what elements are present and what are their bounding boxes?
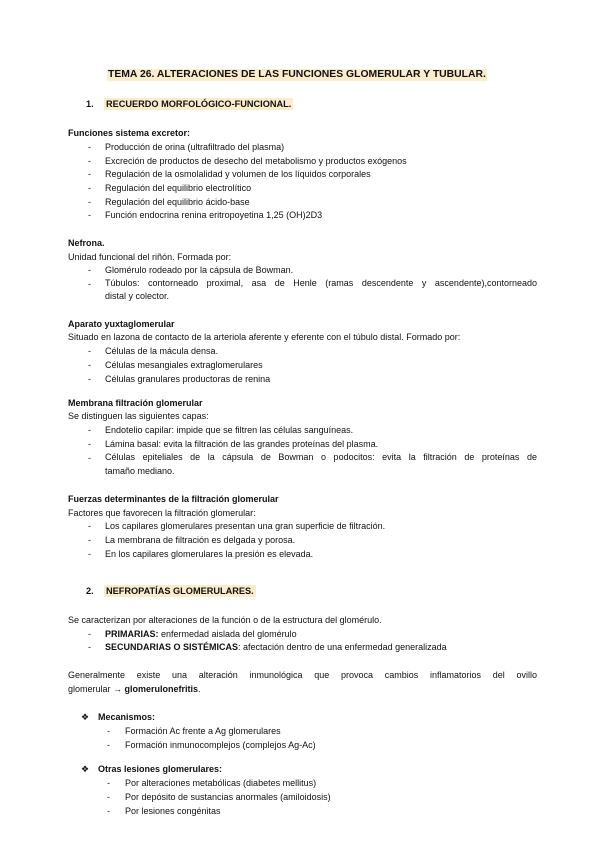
list-item: Endotelio capilar: impide que se filtren las células sanguíneas. (105, 425, 354, 435)
list-item: Células epiteliales de la cápsula de Bowman o podocitos: evita la filtración de proteínas de (105, 452, 537, 462)
page-title: TEMA 26. ALTERACIONES DE LAS FUNCIONES GLOMERULAR Y TUBULAR. (108, 69, 486, 80)
section-2-title: NEFROPATÍAS GLOMERULARES. (106, 586, 254, 596)
primarias-text: enfermedad aislada del glomérulo (158, 629, 297, 639)
list-item: Los capilares glomerulares presentan una gran superficie de filtración. (105, 521, 386, 531)
fuerzas-intro: Factores que favorecen la filtración glomerular: (68, 508, 256, 518)
dash-glyph: - (88, 629, 91, 639)
section-2-number: 2. (86, 586, 94, 596)
list-item: En los capilares glomerulares la presión es elevada. (105, 549, 314, 559)
list-item: Excreción de productos de desecho del metabolismo y productos exógenos (105, 156, 407, 166)
list-item: La membrana de filtración es delgada y porosa. (105, 535, 296, 545)
primarias-label: PRIMARIAS: (105, 629, 159, 639)
dash-glyph: - (88, 183, 91, 193)
glomerulonefritis-paragraph-line-1: Generalmente existe una alteración inmunológica que provoca cambios inflamatorios del ovillo (68, 670, 537, 680)
dash-glyph: - (107, 806, 110, 816)
dash-glyph: - (88, 521, 91, 531)
section-1-title: RECUERDO MORFOLÓGICO-FUNCIONAL. (106, 99, 292, 109)
list-item: Túbulos: contorneado proximal, asa de Henle (ramas descendente y ascendente),contorneado (105, 278, 537, 288)
secundarias-label: SECUNDARIAS O SISTÉMICAS (105, 642, 239, 652)
dash-glyph: - (88, 169, 91, 179)
dash-glyph: - (88, 197, 91, 207)
dash-glyph: - (88, 279, 91, 289)
dash-glyph: - (107, 792, 110, 802)
nefrona-heading: Nefrona. (68, 238, 105, 248)
dash-glyph: - (88, 265, 91, 275)
fuerzas-heading: Fuerzas determinantes de la filtración glomerular (68, 494, 279, 504)
diamond-bullet-icon: ❖ (81, 712, 90, 722)
dash-glyph: - (88, 346, 91, 356)
secundarias-text: : afectación dentro de una enfermedad generalizada (238, 642, 447, 652)
secundarias-line (105, 641, 447, 653)
list-item: Producción de orina (ultrafiltrado del plasma) (105, 142, 285, 152)
list-item: Por depósito de sustancias anormales (amiloidosis) (125, 792, 331, 802)
list-item: Glomérulo rodeado por la cápsula de Bowman. (105, 265, 294, 275)
glomerulonefritis-paragraph-line-2 (68, 683, 201, 695)
list-item: Células mesangiales extraglomerulares (105, 360, 263, 370)
membrana-heading: Membrana filtración glomerular (68, 398, 203, 408)
paragraph-text: glomerular → (68, 684, 125, 694)
primarias-line (105, 628, 297, 640)
list-item-continuation: tamaño mediano. (105, 466, 175, 476)
dash-glyph: - (88, 453, 91, 463)
list-item: Regulación del equilibrio electrolítico (105, 183, 252, 193)
diamond-bullet-icon: ❖ (81, 764, 90, 774)
dash-glyph: - (107, 726, 110, 736)
list-item: Por lesiones congénitas (125, 806, 221, 816)
dash-glyph: - (88, 439, 91, 449)
list-item: Formación Ac frente a Ag glomerulares (125, 726, 281, 736)
dash-glyph: - (88, 360, 91, 370)
list-item: Regulación del equilibrio ácido-base (105, 197, 250, 207)
membrana-intro: Se distinguen las siguientes capas: (68, 411, 209, 421)
paragraph-period: . (198, 684, 201, 694)
dash-glyph: - (88, 142, 91, 152)
dash-glyph: - (88, 156, 91, 166)
dash-glyph: - (88, 210, 91, 220)
aparato-intro: Situado en lazona de contacto de la arteriola aferente y eferente con el túbulo distal. Formado por: (68, 332, 461, 342)
nefrona-intro: Unidad funcional del riñón. Formada por: (68, 252, 232, 262)
list-item: Células granulares productoras de renina (105, 374, 271, 384)
glomerulonefritis-term: glomerulonefritis (124, 684, 199, 694)
mecanismos-heading: Mecanismos: (98, 712, 156, 722)
list-item: Función endocrina renina eritropoyetina 1,25 (OH)2D3 (105, 210, 323, 220)
dash-glyph: - (88, 425, 91, 435)
dash-glyph: - (107, 778, 110, 788)
nefropatias-intro: Se caracterizan por alteraciones de la función o de la estructura del glomérulo. (68, 615, 382, 625)
section-1-number: 1. (86, 99, 94, 109)
dash-glyph: - (88, 374, 91, 384)
aparato-heading: Aparato yuxtaglomerular (68, 319, 175, 329)
funciones-heading: Funciones sistema excretor: (68, 128, 191, 138)
dash-glyph: - (88, 642, 91, 652)
list-item: Lámina basal: evita la filtración de las grandes proteínas del plasma. (105, 439, 379, 449)
list-item: Células de la mácula densa. (105, 346, 219, 356)
dash-glyph: - (88, 535, 91, 545)
list-item: Formación inmunocomplejos (complejos Ag-Ac) (125, 740, 316, 750)
dash-glyph: - (88, 549, 91, 559)
dash-glyph: - (107, 740, 110, 750)
otras-heading: Otras lesiones glomerulares: (98, 764, 223, 774)
list-item-continuation: distal y colector. (105, 291, 170, 301)
list-item: Por alteraciones metabólicas (diabetes mellitus) (125, 778, 317, 788)
list-item: Regulación de la osmolalidad y volumen de los líquidos corporales (105, 169, 371, 179)
